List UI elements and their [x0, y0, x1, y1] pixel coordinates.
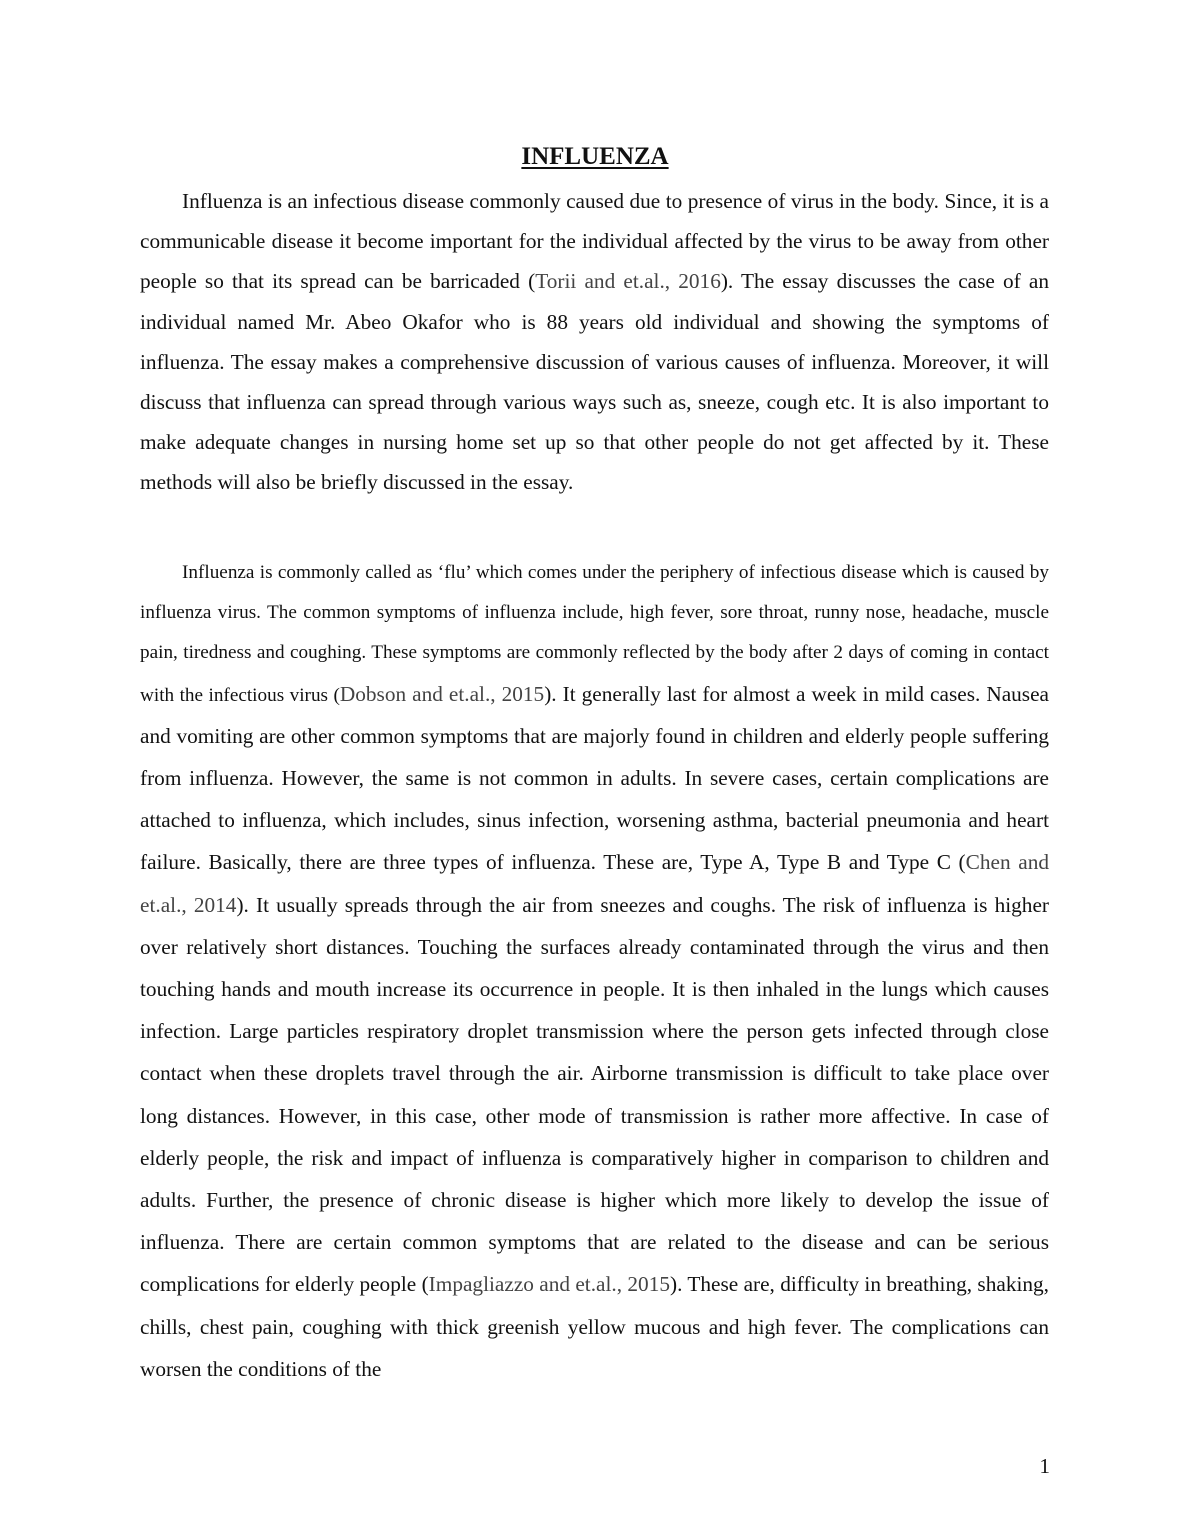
paragraph-text: ). The essay discusses the case of an individual named Mr. Abeo Okafor who is 88 years old individual and showing the symptoms of influenza. The essay makes a comprehensive discussion of various causes of influenza. Moreover, it will discuss that influenza can spread through various ways such as, sneeze, cough etc. It is also important to make adequate changes in nursing home set up so that other people do not get affected by it. These methods will also be briefly discussed in the essay.	[140, 269, 1049, 495]
paragraph-text: Influenza is an infectious disease commonly caused due to presence of virus in the body. Since, it is a communicable disease it become important for the individual affected by the virus to be away from other people so that its spread can be barricaded (	[140, 189, 1049, 294]
paragraph-text: Influenza is commonly called as ‘flu’ which comes under the periphery of infectious disease which is caused by influenza virus. The common symptoms of influenza include, high fever, sore throat, runny nose, headache, muscle pain, tiredness and coughing. These symptoms are commonly reflected by the body after 2 days of coming in contact with the infectious virus (	[140, 562, 1049, 706]
paragraph-text: ). It generally last for almost a week in mild cases. Nausea and vomiting are other common symptoms that are majorly found in children and elderly people suffering from influenza. However, the same is not common in adults. In severe cases, certain complications are attached to influenza, which includes, sinus infection, worsening asthma, bacterial pneumonia and heart failure. Basically, there are three types of influenza. These are, Type A, Type B and Type C (	[140, 681, 1049, 875]
citation: Torii and et.al., 2016	[535, 269, 721, 294]
paragraph-text: ). It usually spreads through the air from sneezes and coughs. The risk of influenza is higher over relatively short distances. Touching the surfaces already contaminated through the virus and then touching hands and mouth increase its occurrence in people. It is then inhaled in the lungs which causes infection. Large particles respiratory droplet transmission where the person gets infected through close contact when these droplets travel through the air. Airborne transmission is difficult to take place over long distances. However, in this case, other mode of transmission is rather more affective. In case of elderly people, the risk and impact of influenza is comparatively higher in comparison to children and adults. Further, the presence of chronic disease is higher which more likely to develop the issue of influenza. There are certain common symptoms that are related to the disease and can be serious complications for elderly people (	[140, 892, 1049, 1297]
paragraph-text: ). These are, difficulty in breathing, shaking, chills, chest pain, coughing with thick greenish yellow mucous and high fever. The complications can worsen the conditions of the	[140, 1272, 1050, 1381]
citation: Dobson and et.al., 2015	[339, 681, 545, 706]
citation: Impagliazzo and et.al., 2015	[428, 1272, 670, 1297]
document-title: INFLUENZA	[521, 143, 669, 170]
page-number: 1	[1039, 1454, 1050, 1478]
citation: Chen and et.al., 2014	[140, 850, 1049, 917]
introduction-paragraph	[140, 181, 1049, 503]
symptoms-paragraph	[140, 553, 1049, 1391]
